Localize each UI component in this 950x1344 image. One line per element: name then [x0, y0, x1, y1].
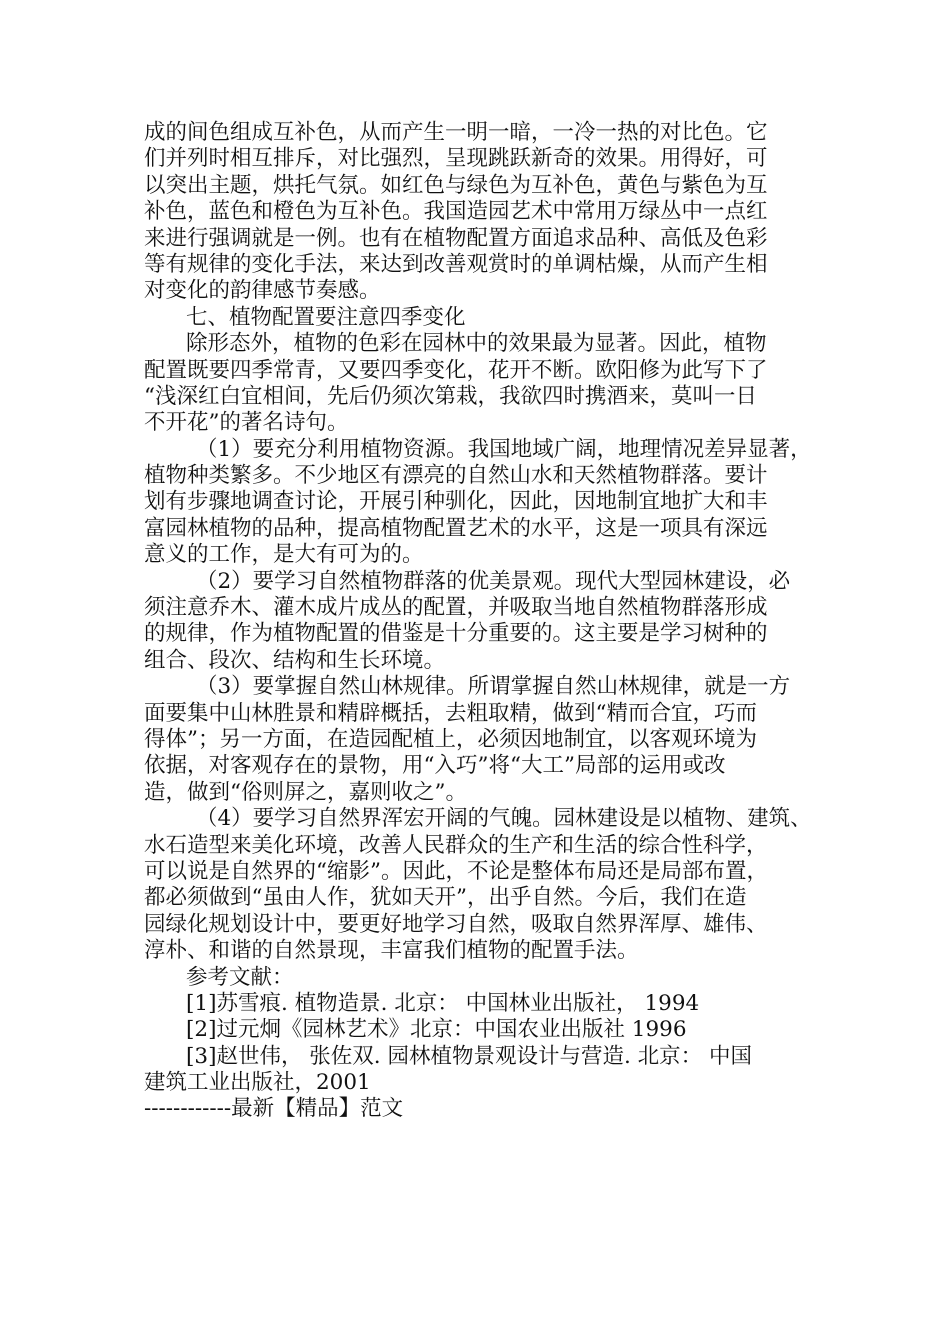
text-line: 都必须做到“虽由人作，犹如天开”，出乎自然。今后，我们在造 — [144, 885, 747, 911]
text-line: 面要集中山林胜景和精辟概括，去粗取精，做到“精而合宜，巧而 — [144, 700, 757, 726]
text-line: 的规律，作为植物配置的借鉴是十分重要的。这主要是学习树种的 — [144, 621, 768, 647]
text-line: （3）要掌握自然山林规律。所谓掌握自然山林规律，就是一方 — [196, 674, 791, 700]
text-line: [1]苏雪痕. 植物造景. 北京： 中国林业出版社， 1994 — [186, 990, 700, 1016]
text-line: 意义的工作，是大有可为的。 — [144, 542, 424, 568]
text-line: 建筑工业出版社，2001 — [144, 1070, 371, 1096]
text-line: 以突出主题，烘托气氛。如红色与绿色为互补色，黄色与紫色为互 — [144, 172, 768, 198]
text-line: 配置既要四季常青，又要四季变化，花开不断。欧阳修为此写下了 — [144, 357, 768, 383]
text-line: （1）要充分利用植物资源。我国地域广阔，地理情况差异显著， — [196, 436, 812, 462]
text-line: 组合、段次、结构和生长环境。 — [144, 647, 446, 673]
text-line: 等有规律的变化手法，来达到改善观赏时的单调枯燥，从而产生相 — [144, 251, 768, 277]
text-line: 七、植物配置要注意四季变化 — [186, 304, 466, 330]
text-line: 对变化的韵律感节奏感。 — [144, 278, 381, 304]
document-body — [144, 120, 816, 1096]
text-line: 植物种类繁多。不少地区有漂亮的自然山水和天然植物群落。要计 — [144, 463, 768, 489]
text-line: 可以说是自然界的“缩影”。因此，不论是整体布局还是局部布置， — [144, 858, 768, 884]
text-line: 不开花”的著名诗句。 — [144, 410, 349, 436]
text-line: 参考文献： — [186, 964, 294, 990]
footer-banner: ------------最新【精品】范文 — [144, 1096, 404, 1121]
text-line: （2）要学习自然植物群落的优美景观。现代大型园林建设，必 — [196, 568, 791, 594]
text-line: 来进行强调就是一例。也有在植物配置方面追求品种、高低及色彩 — [144, 225, 768, 251]
text-line: 水石造型来美化环境，改善人民群众的生产和生活的综合性科学， — [144, 832, 768, 858]
text-line: （4）要学习自然界浑宏开阔的气魄。园林建设是以植物、建筑、 — [196, 806, 812, 832]
text-line: 园绿化规划设计中，要更好地学习自然，吸取自然界浑厚、雄伟、 — [144, 911, 768, 937]
text-line: 得体”；另一方面，在造园配植上，必须因地制宜，以客观环境为 — [144, 726, 757, 752]
text-line: 补色，蓝色和橙色为互补色。我国造园艺术中常用万绿丛中一点红 — [144, 199, 768, 225]
text-line: [3]赵世伟， 张佐双. 园林植物景观设计与营造. 北京： 中国 — [186, 1043, 752, 1069]
text-line: 富园林植物的品种，提高植物配置艺术的水平，这是一项具有深远 — [144, 515, 768, 541]
text-line: 划有步骤地调查讨论，开展引种驯化，因此，因地制宜地扩大和丰 — [144, 489, 768, 515]
text-line: 淳朴、和谐的自然景现，丰富我们植物的配置手法。 — [144, 938, 639, 964]
text-line: 除形态外，植物的色彩在园林中的效果最为显著。因此，植物 — [186, 331, 767, 357]
text-line: [2]过元炯《园林艺术》北京：中国农业出版社 1996 — [186, 1017, 687, 1043]
text-line: 们并列时相互排斥，对比强烈，呈现跳跃新奇的效果。用得好，可 — [144, 146, 768, 172]
text-line: 成的间色组成互补色，从而产生一明一暗，一冷一热的对比色。它 — [144, 120, 768, 145]
text-line: 须注意乔木、灌木成片成丛的配置，并吸取当地自然植物群落形成 — [144, 595, 768, 621]
text-line: 造，做到“俗则屏之，嘉则收之”。 — [144, 779, 467, 805]
text-line: 依据，对客观存在的景物，用“入巧”将“大工”局部的运用或改 — [144, 753, 726, 779]
text-line: “浅深红白宜相间，先后仍须次第栽，我欲四时携酒来，莫叫一日 — [144, 383, 757, 409]
